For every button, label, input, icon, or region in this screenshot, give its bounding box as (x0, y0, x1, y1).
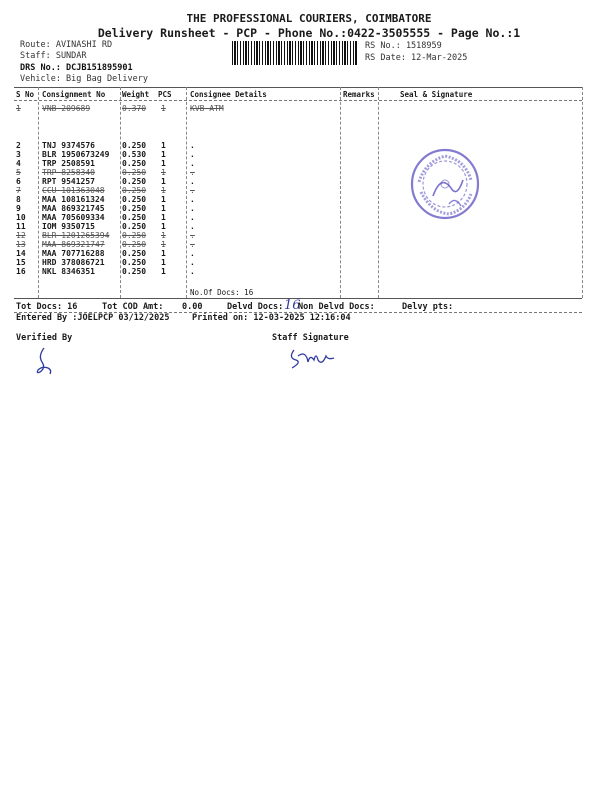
row-weight: 0.250 (122, 240, 147, 249)
row-pcs: 1 (161, 240, 166, 249)
row-sno: 5 (16, 168, 21, 177)
row-consignee: . (190, 213, 195, 222)
company-seal-stamp (405, 144, 483, 226)
row-weight: 0.370 (122, 104, 147, 113)
row-consignee: KVB ATM (190, 104, 224, 113)
row-weight: 0.250 (122, 222, 147, 231)
row-consignee: . (190, 141, 195, 150)
row-weight: 0.250 (122, 231, 147, 240)
row-sno: 13 (16, 240, 26, 249)
row-consignee: . (190, 168, 195, 177)
row-consignment-no: HRD 378086721 (42, 258, 105, 267)
vehicle-label: Vehicle: Big Bag Delivery (20, 74, 148, 84)
row-consignment-no: NKL 8346351 (42, 267, 95, 276)
drs-number: DRS No.: DCJB151895901 (20, 63, 133, 73)
header-weight: Weight (122, 90, 150, 99)
row-weight: 0.250 (122, 204, 147, 213)
route-label: Route: AVINASHI RD (20, 40, 113, 50)
row-pcs: 1 (161, 177, 166, 186)
delivered-docs-handwritten: 16 (284, 298, 301, 313)
header-consignment: Consignment No (42, 90, 106, 99)
row-sno: 7 (16, 186, 21, 195)
row-sno: 6 (16, 177, 21, 186)
row-sno: 16 (16, 267, 26, 276)
row-consignee: . (190, 186, 195, 195)
total-docs: Tot Docs: 16 (16, 302, 78, 312)
total-cod-value: 0.00 (182, 302, 203, 312)
row-consignment-no: RPT 9541257 (42, 177, 95, 186)
table-top-rule (14, 87, 582, 88)
row-consignment-no: MAA 707716288 (42, 249, 105, 258)
header-remarks: Remarks (343, 90, 375, 99)
row-weight: 0.250 (122, 177, 147, 186)
row-pcs: 1 (161, 159, 166, 168)
row-pcs: 1 (161, 249, 166, 258)
staff-signature (286, 346, 338, 370)
row-pcs: 1 (161, 195, 166, 204)
row-consignment-no: BLR 1950673249 (42, 150, 110, 159)
printed-on: Printed on: 12-03-2025 12:16:04 (192, 313, 351, 323)
staff-signature-label: Staff Signature (272, 333, 349, 343)
row-sno: 12 (16, 231, 26, 240)
row-consignee: . (190, 249, 195, 258)
company-name: THE PROFESSIONAL COURIERS, COIMBATORE (186, 12, 432, 25)
row-weight: 0.250 (122, 195, 147, 204)
non-delivered-docs-label: Non Delvd Docs: (298, 302, 375, 312)
row-consignment-no: MAA 869321745 (42, 204, 105, 213)
no-of-docs: No.Of Docs: 16 (190, 288, 254, 297)
row-weight: 0.250 (122, 267, 147, 276)
row-sno: 10 (16, 213, 26, 222)
row-sno: 11 (16, 222, 26, 231)
col-divider (340, 87, 341, 298)
row-consignee: . (190, 177, 195, 186)
row-consignment-no: CCU 101363048 (42, 186, 105, 195)
delivery-points-label: Delvy pts: (402, 302, 454, 312)
row-weight: 0.250 (122, 213, 147, 222)
row-consignment-no: MAA 705609334 (42, 213, 105, 222)
row-pcs: 1 (161, 150, 166, 159)
table-header-rule (14, 100, 582, 101)
header-seal-signature: Seal & Signature (400, 90, 473, 99)
row-consignment-no: MAA 108161324 (42, 195, 105, 204)
row-sno: 1 (16, 104, 21, 113)
row-weight: 0.530 (122, 150, 147, 159)
verifier-signature (32, 346, 56, 376)
header-sno: S No (16, 90, 35, 99)
row-pcs: 1 (161, 213, 166, 222)
col-divider (186, 87, 187, 298)
delivered-docs-label: Delvd Docs: (227, 302, 284, 312)
row-sno: 3 (16, 150, 21, 159)
row-consignee: . (190, 240, 195, 249)
row-consignee: . (190, 150, 195, 159)
row-sno: 15 (16, 258, 26, 267)
row-pcs: 1 (161, 104, 166, 113)
row-weight: 0.250 (122, 258, 147, 267)
entered-by: Entered By :JOELPCP 03/12/2025 (16, 313, 170, 323)
document-title: Delivery Runsheet - PCP - Phone No.:0422-3505555 - Page No.:1 (97, 26, 521, 40)
row-weight: 0.250 (122, 159, 147, 168)
row-pcs: 1 (161, 222, 166, 231)
row-consignment-no: MAA 869321747 (42, 240, 105, 249)
row-consignment-no: TNJ 9374576 (42, 141, 95, 150)
row-pcs: 1 (161, 231, 166, 240)
row-pcs: 1 (161, 267, 166, 276)
row-sno: 14 (16, 249, 26, 258)
col-divider (120, 87, 121, 298)
header-pcs: PCS (158, 90, 172, 99)
col-divider (38, 87, 39, 298)
col-divider (582, 87, 583, 298)
row-consignee: . (190, 195, 195, 204)
row-consignee: . (190, 267, 195, 276)
row-weight: 0.250 (122, 249, 147, 258)
row-pcs: 1 (161, 204, 166, 213)
row-consignment-no: BLR 1201265394 (42, 231, 110, 240)
row-consignee: . (190, 204, 195, 213)
row-consignee: . (190, 222, 195, 231)
col-divider (378, 87, 379, 298)
row-weight: 0.250 (122, 168, 147, 177)
row-weight: 0.250 (122, 186, 147, 195)
row-consignment-no: TRP 8258340 (42, 168, 95, 177)
row-sno: 8 (16, 195, 21, 204)
row-pcs: 1 (161, 186, 166, 195)
total-cod-label: Tot COD Amt: (102, 302, 164, 312)
row-weight: 0.250 (122, 141, 147, 150)
row-consignment-no: TRP 2508591 (42, 159, 95, 168)
row-pcs: 1 (161, 141, 166, 150)
row-sno: 4 (16, 159, 21, 168)
row-sno: 9 (16, 204, 21, 213)
verified-by-label: Verified By (16, 333, 73, 343)
row-consignee: . (190, 159, 195, 168)
row-pcs: 1 (161, 168, 166, 177)
row-consignee: . (190, 231, 195, 240)
row-pcs: 1 (161, 258, 166, 267)
rs-date: RS Date: 12-Mar-2025 (365, 53, 468, 63)
rs-number: RS No.: 1518959 (365, 41, 442, 51)
row-consignee: . (190, 258, 195, 267)
staff-label: Staff: SUNDAR (20, 51, 87, 61)
row-consignment-no: VNB 209689 (42, 104, 91, 113)
barcode (232, 41, 358, 65)
row-consignment-no: IOM 9350715 (42, 222, 95, 231)
row-sno: 2 (16, 141, 21, 150)
header-consignee: Consignee Details (190, 90, 267, 99)
